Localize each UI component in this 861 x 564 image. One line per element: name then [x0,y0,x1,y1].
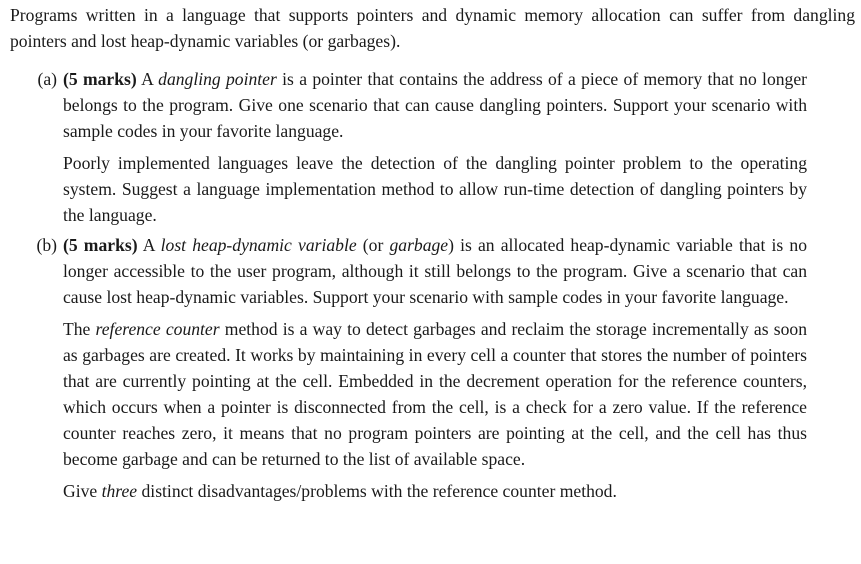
question-b-text-2: (or [356,235,390,255]
intro-paragraph: Programs written in a language that supports pointers and dynamic memory allocation can suffer from dangling pointers and lost heap-dynamic variables (or garbages). [10,5,855,51]
question-a-text-1: A [141,69,159,89]
question-a-marks: (5 marks) [63,69,137,89]
question-a-text-2: is a pointer that contains the address of a piece of memory that no longer belongs to the program. Give one scenario that can cause dangling pointers. Support your scenario with sample codes in your favorite language. [63,69,807,141]
term-garbage: garbage [389,235,449,255]
question-b-marks: (5 marks) [63,235,138,255]
term-dangling-pointer: dangling pointer [158,69,277,89]
question-b-body [57,232,807,504]
term-three: three [101,481,138,501]
question-b [10,232,855,504]
question-a-paragraph-2: Poorly implemented languages leave the detection of the dangling pointer problem to the operating system. Suggest a language implementation method to allow run-time detection of dangling pointers by the language. [63,153,807,225]
question-b-text-6: Give [63,481,102,501]
term-reference-counter: reference counter [95,319,220,339]
question-b-paragraph-3 [63,478,807,504]
question-b-text-3: ) is an allocated heap-dynamic variable that is no longer accessible to the user program, although it still belongs to the program. Give a scenario that can cause lost heap-dynamic variables. Support your scenario with sample codes in your favorite language. [63,235,808,307]
question-b-text-4: The [63,319,96,339]
term-lost-heap-dynamic-variable: lost heap-dynamic variable [160,235,357,255]
question-b-text-7: distinct disadvantages/problems with the reference counter method. [137,481,617,501]
question-b-text-5: method is a way to detect garbages and reclaim the storage incrementally as soon as garbages are created. It works by maintaining in every cell a counter that stores the number of pointers that are currently pointing at the cell. Embedded in the decrement operation for the reference counters, which occurs when a pointer is disconnected from the cell, is a check for a zero value. If the reference counter reaches zero, it means that no program pointers are pointing at the cell, and the cell has thus become garbage and can be returned to the list of available space. [63,319,807,469]
question-a-label: (a) [37,69,57,89]
question-b-text-1: A [142,235,161,255]
question-list [10,66,855,504]
question-a-body [57,66,807,228]
question-b-paragraph-2 [63,316,807,472]
question-b-paragraph-1 [63,232,807,310]
question-a [10,66,855,228]
question-a-paragraph-1 [63,66,807,144]
question-b-label: (b) [36,235,57,255]
